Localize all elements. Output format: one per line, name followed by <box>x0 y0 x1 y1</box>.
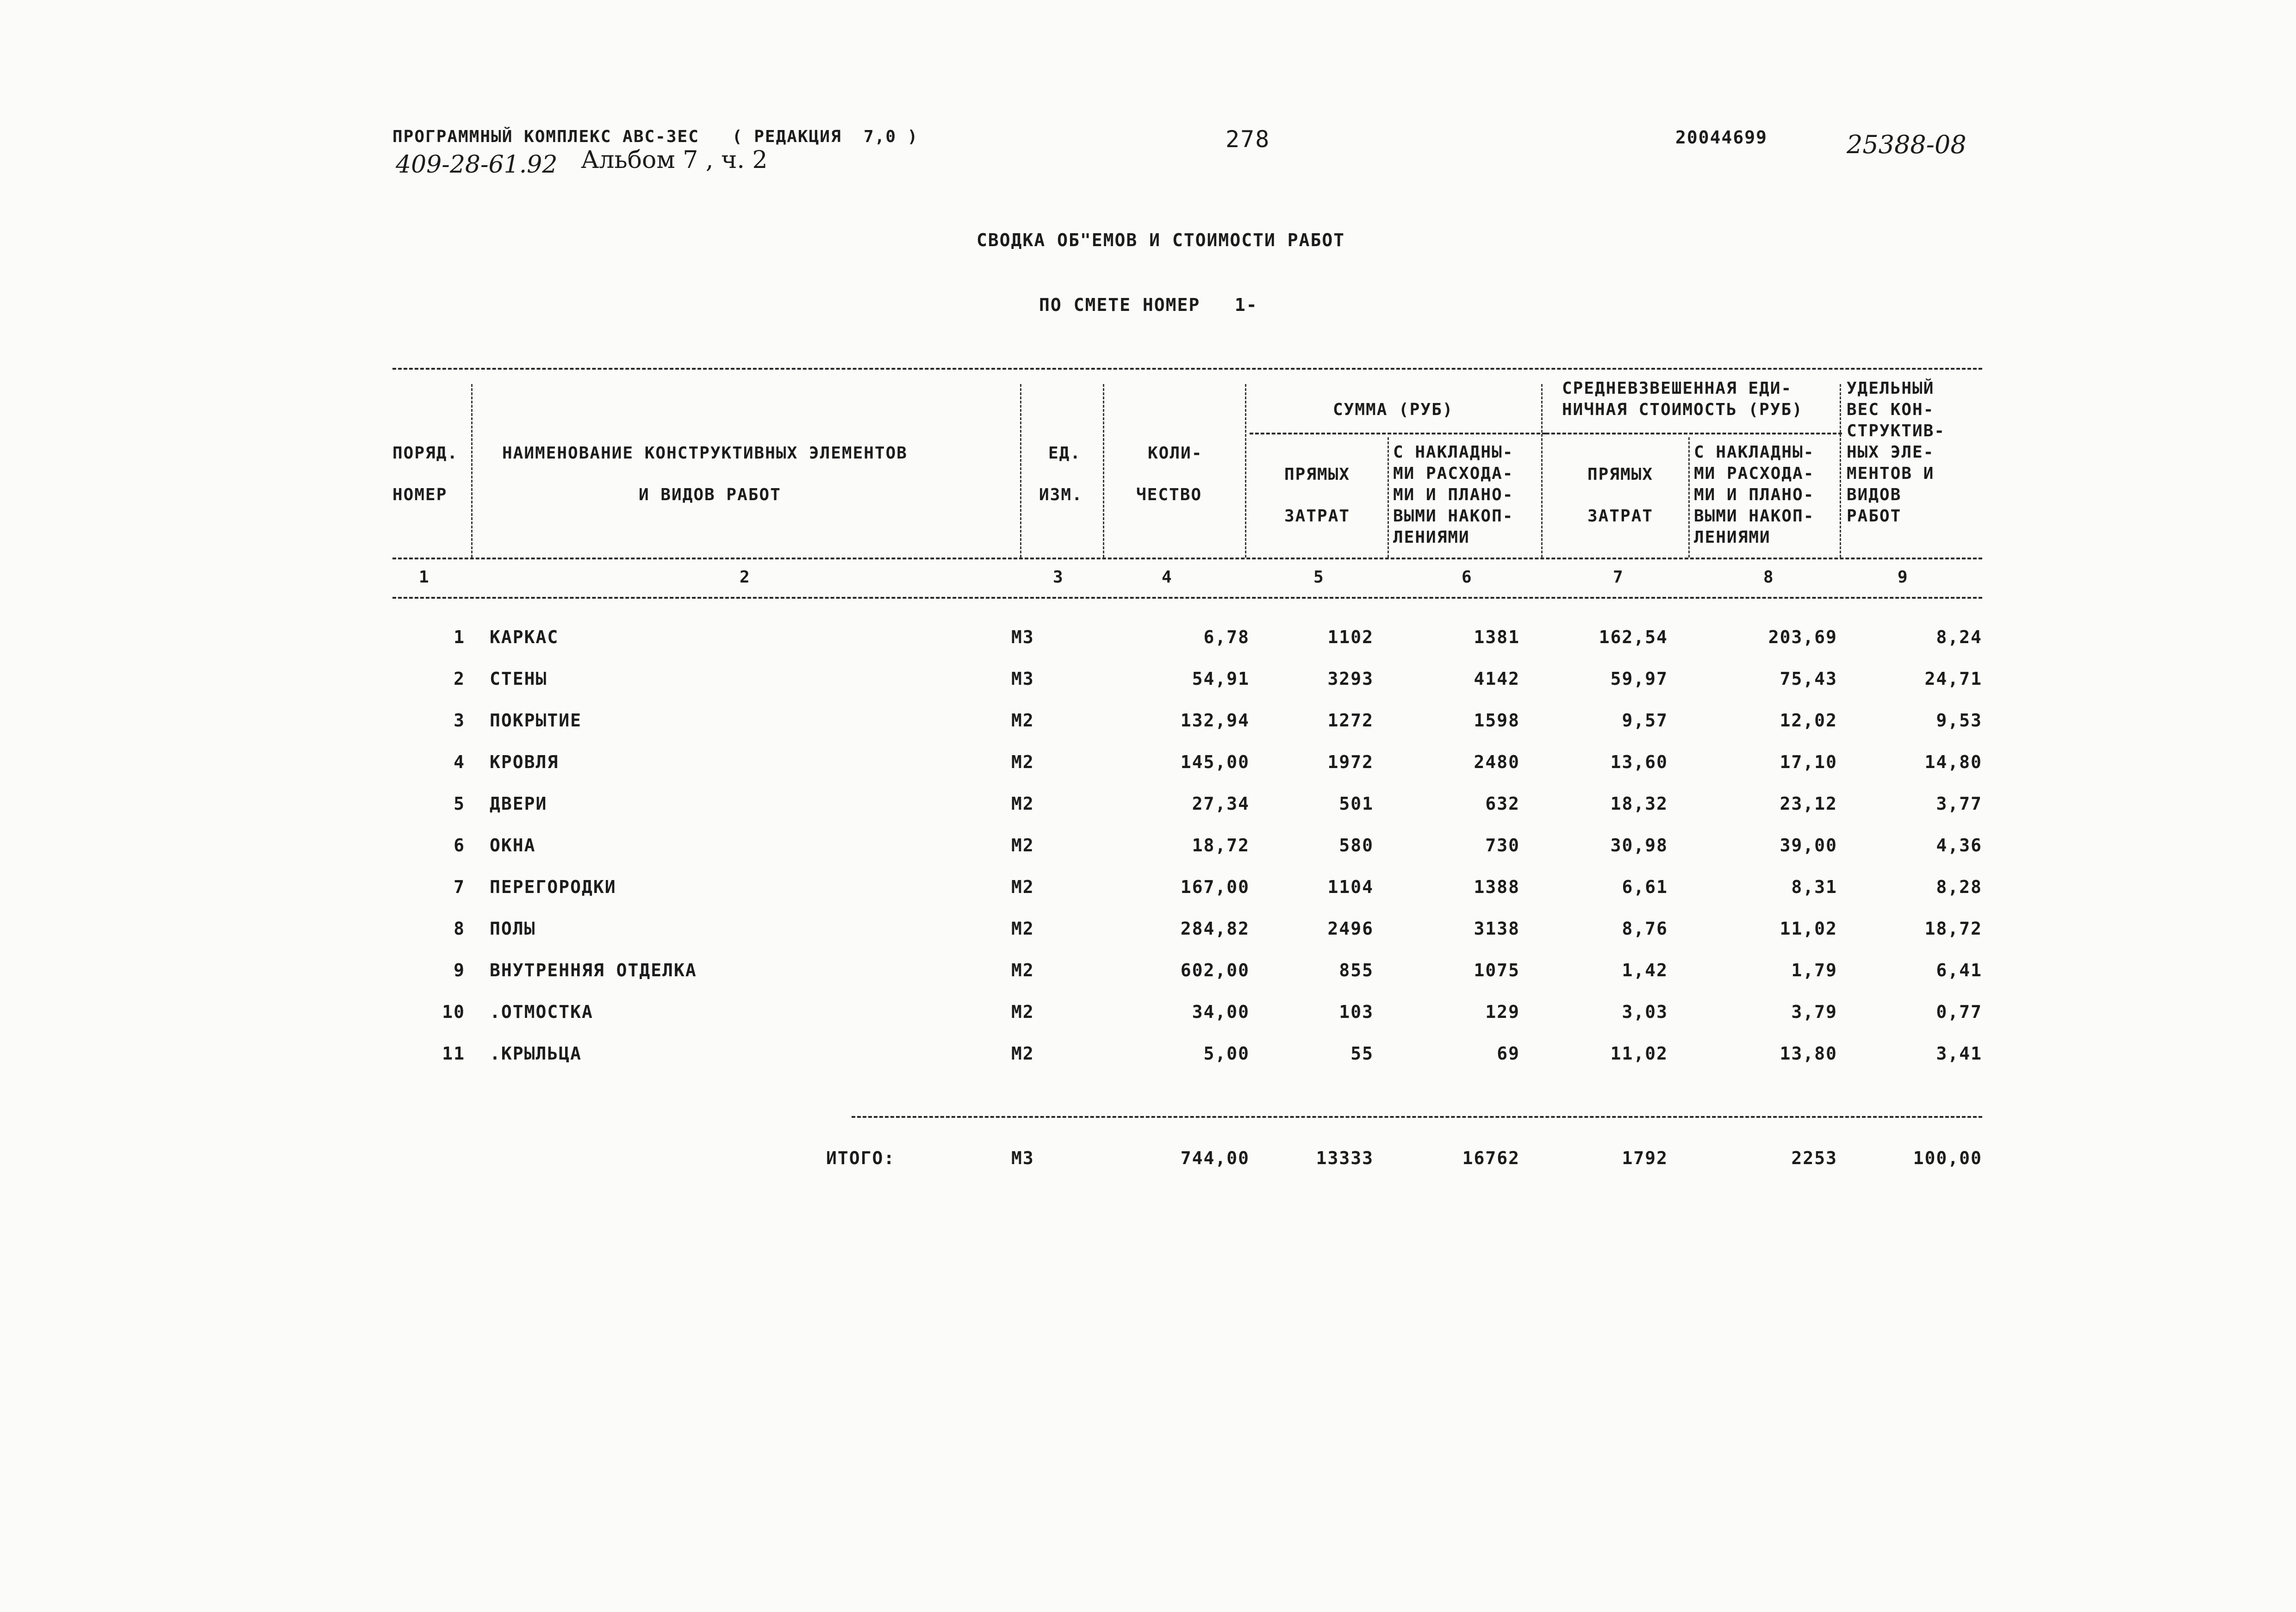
row-qty: 132,94 <box>1180 710 1250 731</box>
col9-header-l1: УДЕЛЬНЫЙ <box>1847 379 1935 398</box>
row-avg-overhead: 1,79 <box>1791 960 1837 980</box>
col3-header-line1: ЕД. <box>1048 444 1082 463</box>
row-qty: 145,00 <box>1180 752 1250 772</box>
row-name: ПОЛЫ <box>490 918 536 939</box>
row-qty: 167,00 <box>1180 877 1250 897</box>
col5-header-line2: ЗАТРАТ <box>1284 507 1350 526</box>
row-avg-direct: 9,57 <box>1622 710 1668 731</box>
row-name: КРОВЛЯ <box>490 752 559 772</box>
col5-header-line1: ПРЯМЫХ <box>1284 465 1350 484</box>
row-name: СТЕНЫ <box>490 669 548 689</box>
row-weight: 3,41 <box>1936 1043 1982 1064</box>
col4-header-line1: КОЛИ- <box>1148 444 1203 463</box>
row-direct: 2496 <box>1327 918 1374 939</box>
row-avg-direct: 11,02 <box>1610 1043 1668 1064</box>
row-name: ОКНА <box>490 835 536 856</box>
row-overhead: 1075 <box>1474 960 1520 980</box>
row-weight: 9,53 <box>1936 710 1982 731</box>
row-avg-overhead: 13,80 <box>1780 1043 1837 1064</box>
col9-header-l6: ВИДОВ <box>1847 485 1902 504</box>
row-qty: 27,34 <box>1192 794 1250 814</box>
row-avg-direct: 30,98 <box>1610 835 1668 856</box>
row-weight: 6,41 <box>1936 960 1982 980</box>
row-avg-overhead: 17,10 <box>1780 752 1837 772</box>
row-unit: М2 <box>1011 960 1034 980</box>
row-weight: 8,24 <box>1936 627 1982 647</box>
row-number: 2 <box>454 669 465 689</box>
row-direct: 103 <box>1339 1002 1374 1022</box>
document-title: СВОДКА ОБ"ЕМОВ И СТОИМОСТИ РАБОТ <box>977 230 1345 250</box>
row-unit: М2 <box>1011 752 1034 772</box>
row-avg-overhead: 11,02 <box>1780 918 1837 939</box>
col1-header-line2: НОМЕР <box>392 485 448 504</box>
col7-header-line1: ПРЯМЫХ <box>1587 465 1654 484</box>
row-avg-direct: 8,76 <box>1622 918 1668 939</box>
row-overhead: 69 <box>1497 1043 1520 1064</box>
row-qty: 54,91 <box>1192 669 1250 689</box>
col9-header-l7: РАБОТ <box>1847 507 1902 526</box>
page-number: 278 <box>1226 126 1270 153</box>
row-avg-direct: 162,54 <box>1599 627 1668 647</box>
row-overhead: 129 <box>1485 1002 1520 1022</box>
col-number: 2 <box>740 568 751 587</box>
sum-group-header: СУММА (РУБ) <box>1333 400 1454 419</box>
row-avg-direct: 6,61 <box>1622 877 1668 897</box>
row-overhead: 730 <box>1485 835 1520 856</box>
total-qty: 744,00 <box>1180 1148 1250 1168</box>
row-unit: М2 <box>1011 1043 1034 1064</box>
row-overhead: 1598 <box>1474 710 1520 731</box>
document-subtitle: ПО СМЕТЕ НОМЕР 1- <box>1039 295 1258 315</box>
col1-header-line1: ПОРЯД. <box>392 444 459 463</box>
document-number: 25388-08 <box>1847 130 1966 159</box>
col9-header-l4: НЫХ ЭЛЕ- <box>1847 443 1935 462</box>
row-avg-direct: 13,60 <box>1610 752 1668 772</box>
total-weight: 100,00 <box>1913 1148 1982 1168</box>
col2-header-line2: И ВИДОВ РАБОТ <box>639 485 781 504</box>
col-number: 3 <box>1053 568 1064 587</box>
row-number: 10 <box>442 1002 465 1022</box>
row-qty: 34,00 <box>1192 1002 1250 1022</box>
total-label: ИТОГО: <box>826 1148 896 1168</box>
row-number: 7 <box>454 877 465 897</box>
row-overhead: 2480 <box>1474 752 1520 772</box>
col6-header-l5: ЛЕНИЯМИ <box>1393 528 1470 547</box>
row-avg-overhead: 203,69 <box>1768 627 1837 647</box>
row-name: .КРЫЛЬЦА <box>490 1043 582 1064</box>
row-weight: 24,71 <box>1924 669 1982 689</box>
row-direct: 501 <box>1339 794 1374 814</box>
row-avg-overhead: 12,02 <box>1780 710 1837 731</box>
row-avg-direct: 3,03 <box>1622 1002 1668 1022</box>
total-avg-direct: 1792 <box>1622 1148 1668 1168</box>
row-weight: 14,80 <box>1924 752 1982 772</box>
row-number: 11 <box>442 1043 465 1064</box>
row-unit: М2 <box>1011 794 1034 814</box>
row-unit: М2 <box>1011 877 1034 897</box>
row-unit: М2 <box>1011 835 1034 856</box>
row-unit: М3 <box>1011 627 1034 647</box>
row-avg-overhead: 3,79 <box>1791 1002 1837 1022</box>
row-unit: М3 <box>1011 669 1034 689</box>
row-name: ДВЕРИ <box>490 794 548 814</box>
row-direct: 855 <box>1339 960 1374 980</box>
row-avg-overhead: 23,12 <box>1780 794 1837 814</box>
row-number: 1 <box>454 627 465 647</box>
row-number: 4 <box>454 752 465 772</box>
col2-header-line1: НАИМЕНОВАНИЕ КОНСТРУКТИВНЫХ ЭЛЕМЕНТОВ <box>502 444 908 463</box>
row-avg-overhead: 39,00 <box>1780 835 1837 856</box>
row-weight: 8,28 <box>1936 877 1982 897</box>
row-qty: 602,00 <box>1180 960 1250 980</box>
col8-header-l4: ВЫМИ НАКОП- <box>1694 507 1815 526</box>
total-avg-overhead: 2253 <box>1791 1148 1837 1168</box>
row-unit: М2 <box>1011 918 1034 939</box>
row-weight: 0,77 <box>1936 1002 1982 1022</box>
row-name: .ОТМОСТКА <box>490 1002 593 1022</box>
row-name: ВНУТРЕННЯЯ ОТДЕЛКА <box>490 960 697 980</box>
col9-header-l3: СТРУКТИВ- <box>1847 422 1946 440</box>
row-avg-direct: 59,97 <box>1610 669 1668 689</box>
row-avg-overhead: 75,43 <box>1780 669 1837 689</box>
row-name: ПЕРЕГОРОДКИ <box>490 877 616 897</box>
col9-header-l2: ВЕС КОН- <box>1847 400 1935 419</box>
col-number: 9 <box>1898 568 1909 587</box>
row-unit: М2 <box>1011 710 1034 731</box>
program-header: ПРОГРАММНЫЙ КОМПЛЕКС АВС-ЗЕС ( РЕДАКЦИЯ 7,0 ) <box>392 127 919 146</box>
row-direct: 1272 <box>1327 710 1374 731</box>
col-number: 6 <box>1462 568 1473 587</box>
row-qty: 284,82 <box>1180 918 1250 939</box>
row-avg-overhead: 8,31 <box>1791 877 1837 897</box>
row-overhead: 1381 <box>1474 627 1520 647</box>
total-overhead: 16762 <box>1462 1148 1520 1168</box>
col-number: 8 <box>1763 568 1774 587</box>
handwritten-reference: 409-28-61.92 <box>396 151 558 179</box>
avg-group-header-l2: НИЧНАЯ СТОИМОСТЬ (РУБ) <box>1562 400 1803 419</box>
avg-group-header-l1: СРЕДНЕВЗВЕШЕННАЯ ЕДИ- <box>1562 379 1792 398</box>
row-number: 9 <box>454 960 465 980</box>
row-qty: 5,00 <box>1203 1043 1250 1064</box>
row-weight: 18,72 <box>1924 918 1982 939</box>
row-avg-direct: 1,42 <box>1622 960 1668 980</box>
row-name: КАРКАС <box>490 627 559 647</box>
col-number: 5 <box>1313 568 1325 587</box>
row-direct: 580 <box>1339 835 1374 856</box>
row-number: 3 <box>454 710 465 731</box>
total-direct: 13333 <box>1316 1148 1374 1168</box>
row-unit: М2 <box>1011 1002 1034 1022</box>
col6-header-l2: МИ РАСХОДА- <box>1393 464 1514 483</box>
col-number: 4 <box>1162 568 1173 587</box>
row-direct: 1104 <box>1327 877 1374 897</box>
row-qty: 6,78 <box>1203 627 1250 647</box>
col6-header-l3: МИ И ПЛАНО- <box>1393 485 1514 504</box>
row-direct: 3293 <box>1327 669 1374 689</box>
row-number: 8 <box>454 918 465 939</box>
row-direct: 55 <box>1350 1043 1374 1064</box>
col7-header-line2: ЗАТРАТ <box>1587 507 1654 526</box>
row-weight: 4,36 <box>1936 835 1982 856</box>
row-direct: 1972 <box>1327 752 1374 772</box>
row-name: ПОКРЫТИЕ <box>490 710 582 731</box>
col4-header-line2: ЧЕСТВО <box>1136 485 1202 504</box>
row-weight: 3,77 <box>1936 794 1982 814</box>
row-avg-direct: 18,32 <box>1610 794 1668 814</box>
col6-header-l4: ВЫМИ НАКОП- <box>1393 507 1514 526</box>
album-reference: Альбом 7 , ч. 2 <box>581 146 768 174</box>
row-direct: 1102 <box>1327 627 1374 647</box>
col3-header-line2: ИЗМ. <box>1039 485 1083 504</box>
col9-header-l5: МЕНТОВ И <box>1847 464 1935 483</box>
row-overhead: 1388 <box>1474 877 1520 897</box>
row-qty: 18,72 <box>1192 835 1250 856</box>
col6-header-l1: С НАКЛАДНЫ- <box>1393 443 1514 462</box>
col8-header-l5: ЛЕНИЯМИ <box>1694 528 1771 547</box>
row-overhead: 3138 <box>1474 918 1520 939</box>
row-overhead: 4142 <box>1474 669 1520 689</box>
row-number: 6 <box>454 835 465 856</box>
row-overhead: 632 <box>1485 794 1520 814</box>
col-number: 1 <box>419 568 430 587</box>
total-unit: М3 <box>1011 1148 1034 1168</box>
col8-header-l1: С НАКЛАДНЫ- <box>1694 443 1815 462</box>
col8-header-l2: МИ РАСХОДА- <box>1694 464 1815 483</box>
col-number: 7 <box>1613 568 1624 587</box>
code-number: 20044699 <box>1675 127 1768 148</box>
row-number: 5 <box>454 794 465 814</box>
col8-header-l3: МИ И ПЛАНО- <box>1694 485 1815 504</box>
